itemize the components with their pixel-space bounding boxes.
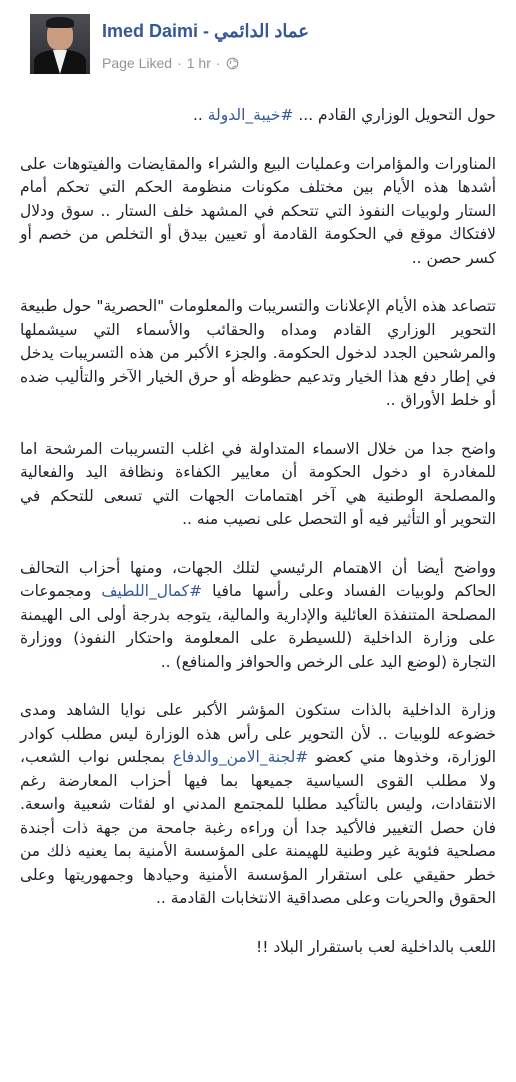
- author-name-link[interactable]: Imed Daimi - عماد الدائمي: [102, 21, 310, 41]
- post-timestamp[interactable]: 1 hr: [186, 55, 211, 71]
- post-paragraph: [20, 153, 496, 271]
- post-header: [14, 0, 502, 80]
- paragraph-text: ومجموعات المصلحة المتنفذة العائلية والإدارية والمالية، يتوجه بدرجة أولى الى الهيمنة على وزارة الداخلية (للسيطرة على المعلومة واحتكار النفوذ) ووزارة التجارة (لوضع اليد على الرخص والحوافز والمنافع) ..: [20, 582, 496, 671]
- paragraph-text: حول التحويل الوزاري القادم ...: [293, 106, 496, 124]
- author-avatar[interactable]: [30, 14, 90, 74]
- hashtag-link[interactable]: #خيبة_الدولة: [207, 106, 294, 124]
- meta-separator-2: ·: [215, 55, 221, 71]
- post-paragraph: [20, 295, 496, 413]
- meta-separator: ·: [177, 55, 182, 71]
- avatar-hair: [46, 17, 74, 28]
- paragraph-text: تتصاعد هذه الأيام الإعلانات والتسريبات والمعلومات "الحصرية" حول طبيعة التحوير الوزاري القادم ومداه والحقائب والأسماء التي سيشملها والمرشحين الجدد لدخول الحكومة. والجزء الأكبر من هذه التسريبات يدخل في إطار دفع هذا الخيار وتدعيم حظوظه أو حرق الخيار الآخر والتأليب ضده أو خلط الأوراق ..: [20, 297, 496, 409]
- paragraph-text: بمجلس نواب الشعب، ولا مطلب القوى السياسية جميعها بما فيها أحزاب المعارضة رغم الانتقادات، وليس بالتأكيد مطلبا للمجتمع المدني او لفئات شعبية واسعة. فان حصل التغيير فالأكيد جدا أن وراءه رغبة جامحة من جهة ذات أجندة مصلحية فئوية غير وطنية للهيمنة على المؤسسة الأمنية بما يعنيه ذلك من خطر حقيقي على استقرار المؤسسة الأمنية وحيادها وجمهوريتها وعلى الحقوق والحريات وعلى مصداقية الانتخابات القادمة ..: [20, 748, 496, 907]
- post-paragraph: [20, 104, 496, 128]
- paragraph-text: اللعب بالداخلية لعب باستقرار البلاد !!: [256, 937, 496, 956]
- post-paragraph: [20, 438, 496, 532]
- post-paragraph: [20, 699, 496, 911]
- paragraph-text: وواضح أيضا أن الاهتمام الرئيسي لتلك الجهات، ومنها أحزاب التحالف الحاكم ولوبيات الفساد وعلى رأسها مافيا: [20, 558, 496, 600]
- hashtag-link[interactable]: #لجنة_الامن_والدفاع: [172, 748, 309, 766]
- paragraph-text: واضح جدا من خلال الاسماء المتداولة في اغلب التسريبات المرشحة اما للمغادرة او دخول الحكومة أن معايير الكفاءة ونظافة اليد والفعالية والمصلحة الوطنية هي آخر اهتمامات الجهات التي تسعى للتحكم في التحوير أو التأثير فيه أو التحصل على نصيب منه ..: [20, 439, 496, 528]
- post-body: [20, 104, 496, 984]
- paragraph-text: المناورات والمؤامرات وعمليات البيع والشراء والمقايضات والفيتوهات على أشدها هذه الأيام بين مختلف مكونات منظومة الحكم التي تحكم أمام الستار ولوبيات النفوذ التي تتحكم في المشهد خلف الستار .. سوق ودلال لافتكاك موقع في الحكومة القادمة أو تعيين بيدق أو التخلص من خصم أو كسر حصن ..: [20, 154, 496, 267]
- post-paragraph: [20, 936, 496, 960]
- paragraph-text: ..: [192, 106, 208, 124]
- post-meta: [102, 55, 239, 71]
- page-liked-status[interactable]: Page Liked: [102, 55, 173, 71]
- post-paragraph: [20, 557, 496, 675]
- globe-icon[interactable]: [226, 57, 239, 70]
- paragraph-text: وزارة الداخلية بالذات ستكون المؤشر الأكبر على نوايا الشاهد ومدى خضوعه للوبيات .. لأن التحوير على رأس هذه الوزارة ليس مطلب كوادر الوزارة، وخذوها مني كعضو: [20, 701, 496, 766]
- hashtag-link[interactable]: #كمال_اللطيف: [101, 582, 203, 600]
